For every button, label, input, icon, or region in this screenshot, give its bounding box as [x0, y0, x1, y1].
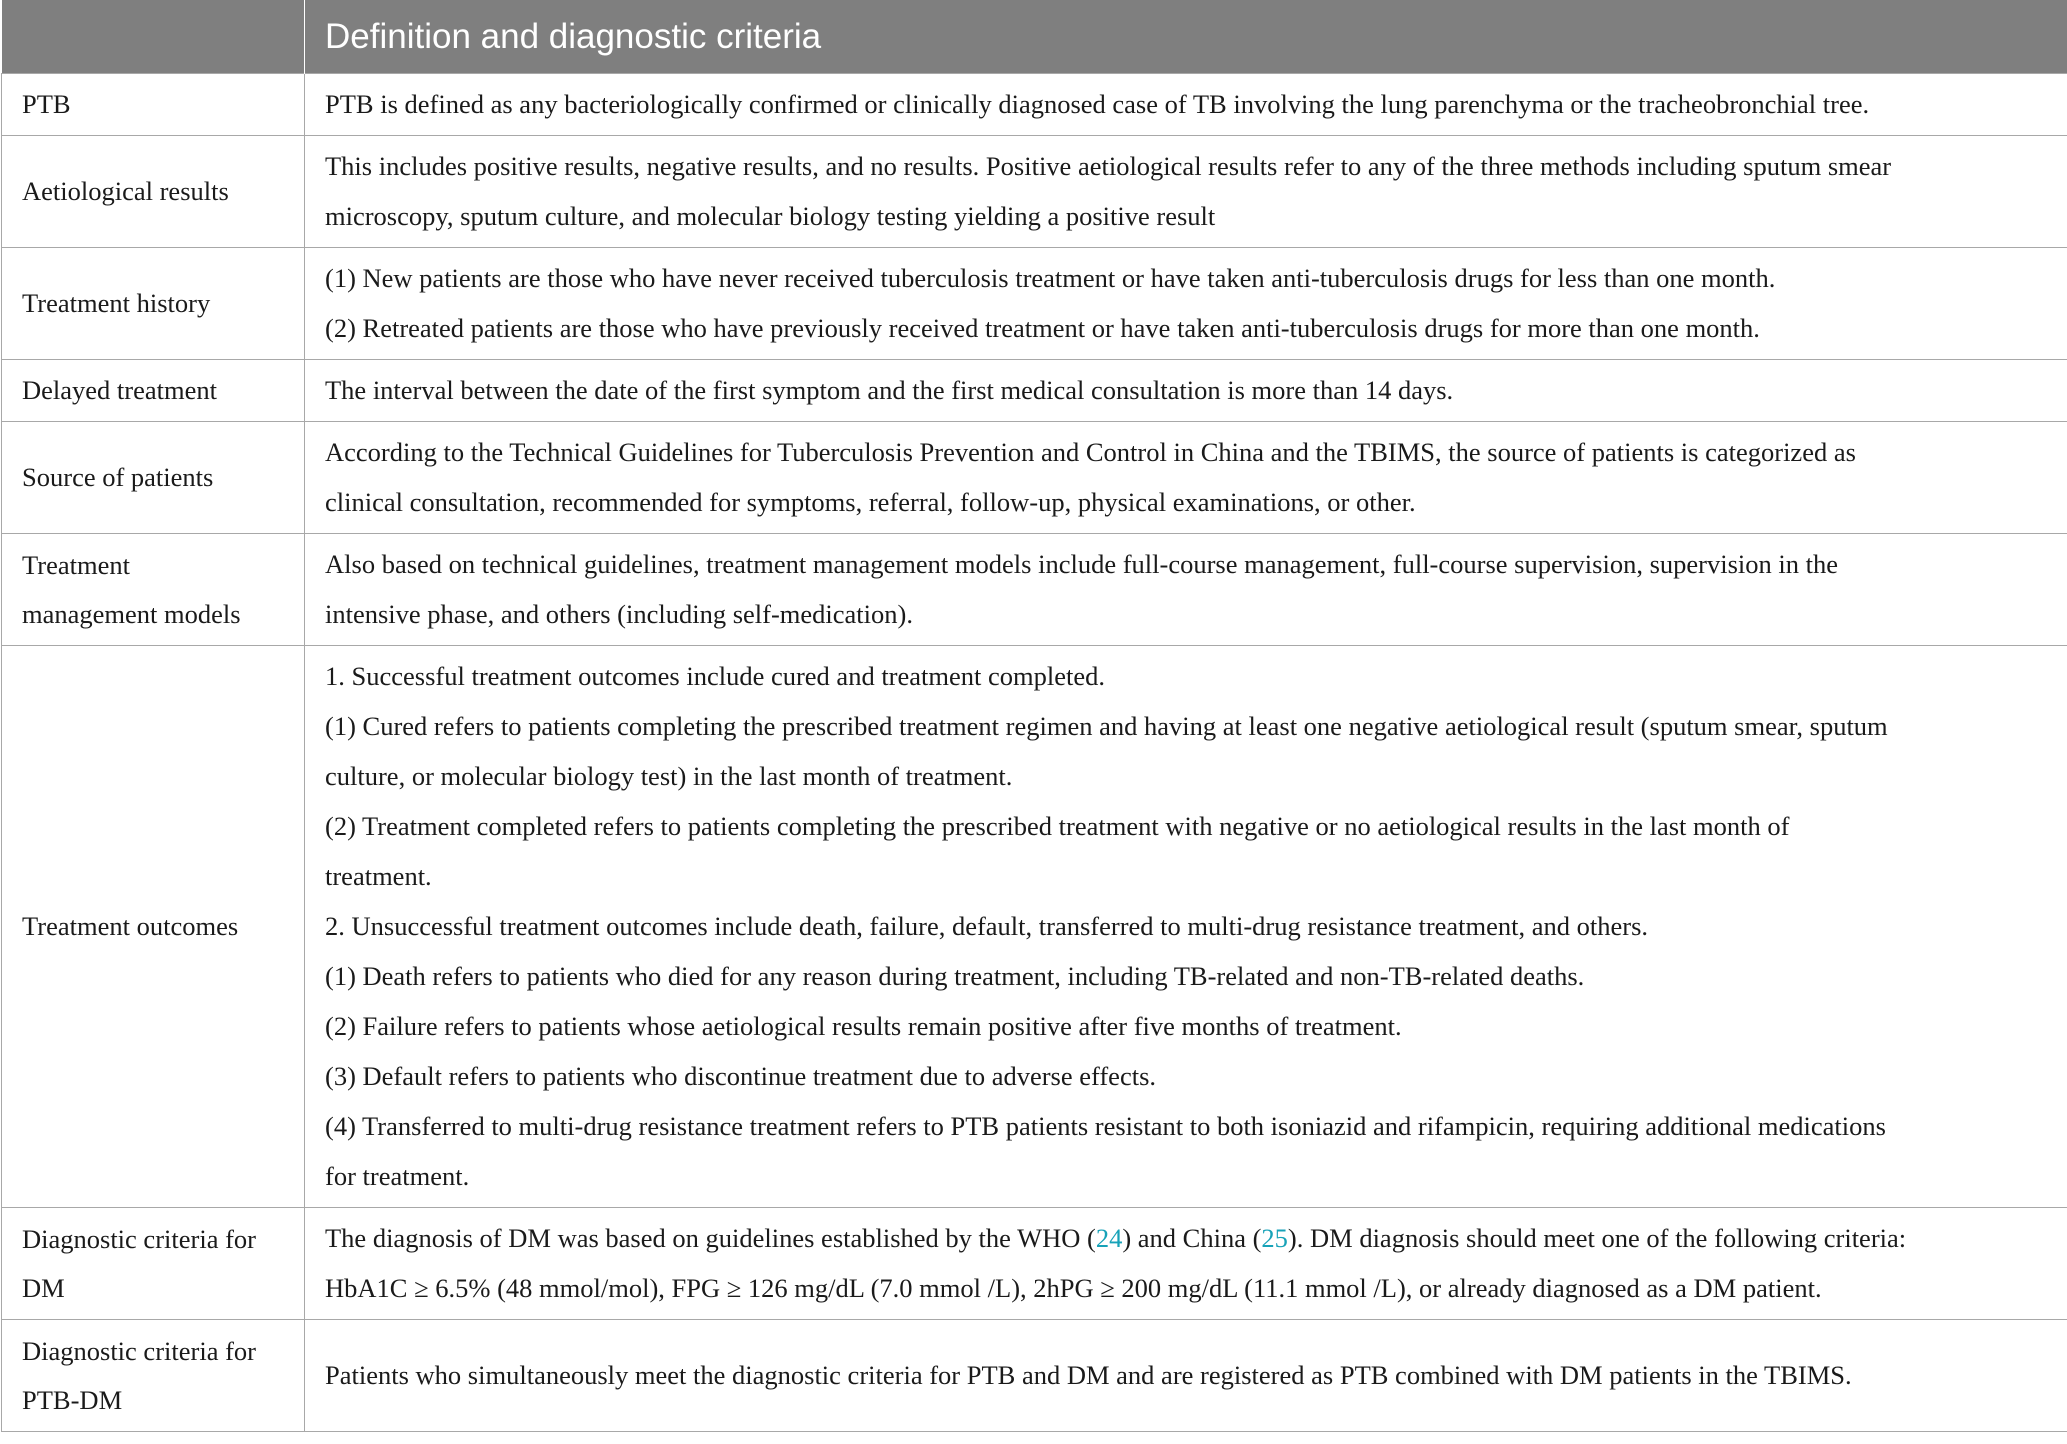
reference-link-25[interactable]: 25 [1261, 1223, 1288, 1253]
definition-line: This includes positive results, negative results, and no results. Positive aetiological results refer to any of the three methods including sputum smear [325, 151, 1892, 181]
term-cell: Aetiological results [2, 136, 305, 248]
term-line: Diagnostic criteria for [22, 1335, 256, 1366]
definition-line: (3) Default refers to patients who discontinue treatment due to adverse effects. [325, 1061, 1157, 1091]
definition-line: clinical consultation, recommended for symptoms, referral, follow-up, physical examinations, or other. [325, 487, 1416, 517]
definition-line: (1) Death refers to patients who died for any reason during treatment, including TB-related and non-TB-related deaths. [325, 961, 1585, 991]
definition-line [325, 1213, 2047, 1263]
definition-cell [305, 1320, 2067, 1432]
definition-line: microscopy, sputum culture, and molecular biology testing yielding a positive result [325, 201, 1216, 231]
term-cell [2, 534, 305, 646]
definition-cell [305, 74, 2067, 136]
term-line: Treatment [22, 549, 130, 580]
definition-line: HbA1C ≥ 6.5% (48 mmol/mol), FPG ≥ 126 mg/dL (7.0 mmol /L), 2hPG ≥ 200 mg/dL (11.1 mmol /L), or already diagnosed as a DM patient. [325, 1273, 1822, 1303]
term-cell [2, 1320, 305, 1432]
definition-line: treatment. [325, 861, 432, 891]
definition-cell [305, 646, 2067, 1208]
dm-text-part: ). DM diagnosis should meet one of the following criteria: [1287, 1223, 1907, 1253]
term-line: DM [22, 1272, 65, 1303]
definition-line: (2) Failure refers to patients whose aetiological results remain positive after five months of treatment. [325, 1011, 1402, 1041]
term-line: PTB-DM [22, 1384, 123, 1415]
definition-cell [305, 248, 2067, 360]
table-row [2, 248, 2067, 360]
definition-line: PTB is defined as any bacteriologically confirmed or clinically diagnosed case of TB involving the lung parenchyma or the tracheobronchial tree. [325, 89, 1870, 119]
definitions-table [1, 0, 2067, 1432]
definition-line: (4) Transferred to multi-drug resistance treatment refers to PTB patients resistant to both isoniazid and rifampicin, requiring additional medications [325, 1111, 1886, 1141]
definition-line: (2) Retreated patients are those who have previously received treatment or have taken anti-tuberculosis drugs for more than one month. [325, 313, 1760, 343]
term-cell [2, 1208, 305, 1320]
table-row [2, 534, 2067, 646]
definition-line: The interval between the date of the first symptom and the first medical consultation is more than 14 days. [325, 375, 1454, 405]
definition-line: Also based on technical guidelines, treatment management models include full-course management, full-course supervision, supervision in the [325, 549, 1839, 579]
table-header-row [2, 0, 2067, 74]
definition-line: 2. Unsuccessful treatment outcomes include death, failure, default, transferred to multi-drug resistance treatment, and others. [325, 911, 1649, 941]
reference-link-24[interactable]: 24 [1095, 1223, 1123, 1253]
table-row [2, 74, 2067, 136]
table-row [2, 646, 2067, 1208]
table-row [2, 1208, 2067, 1320]
definition-cell [305, 136, 2067, 248]
definition-line: (2) Treatment completed refers to patients completing the prescribed treatment with negative or no aetiological results in the last month of [325, 811, 1790, 841]
term-cell: PTB [2, 74, 305, 136]
definition-line: 1. Successful treatment outcomes include cured and treatment completed. [325, 661, 1106, 691]
table-row [2, 1320, 2067, 1432]
definition-line: (1) Cured refers to patients completing the prescribed treatment regimen and having at least one negative aetiological result (sputum smear, sputum [325, 711, 1888, 741]
definition-cell [305, 360, 2067, 422]
header-definition-cell: Definition and diagnostic criteria [305, 0, 2067, 74]
table-row [2, 422, 2067, 534]
definition-cell [305, 534, 2067, 646]
definition-line: According to the Technical Guidelines for Tuberculosis Prevention and Control in China and the TBIMS, the source of patients is categorized as [325, 437, 1856, 467]
definition-line: Patients who simultaneously meet the diagnostic criteria for PTB and DM and are registered as PTB combined with DM patients in the TBIMS. [325, 1360, 1852, 1390]
definition-line: for treatment. [325, 1161, 470, 1191]
table-row [2, 136, 2067, 248]
term-cell: Delayed treatment [2, 360, 305, 422]
definition-line: culture, or molecular biology test) in the last month of treatment. [325, 761, 1013, 791]
term-line: Diagnostic criteria for [22, 1223, 256, 1254]
definition-cell [305, 422, 2067, 534]
header-term-cell [2, 0, 305, 74]
term-cell: Source of patients [2, 422, 305, 534]
term-line: management models [22, 598, 241, 629]
term-cell: Treatment outcomes [2, 646, 305, 1208]
term-cell: Treatment history [2, 248, 305, 360]
dm-text-part: ) and China ( [1122, 1223, 1262, 1253]
definition-line: intensive phase, and others (including self-medication). [325, 599, 913, 629]
dm-text-part: The diagnosis of DM was based on guidelines established by the WHO ( [325, 1223, 1096, 1253]
definition-line: (1) New patients are those who have never received tuberculosis treatment or have taken anti-tuberculosis drugs for less than one month. [325, 263, 1776, 293]
definition-cell [305, 1208, 2067, 1320]
table-row [2, 360, 2067, 422]
